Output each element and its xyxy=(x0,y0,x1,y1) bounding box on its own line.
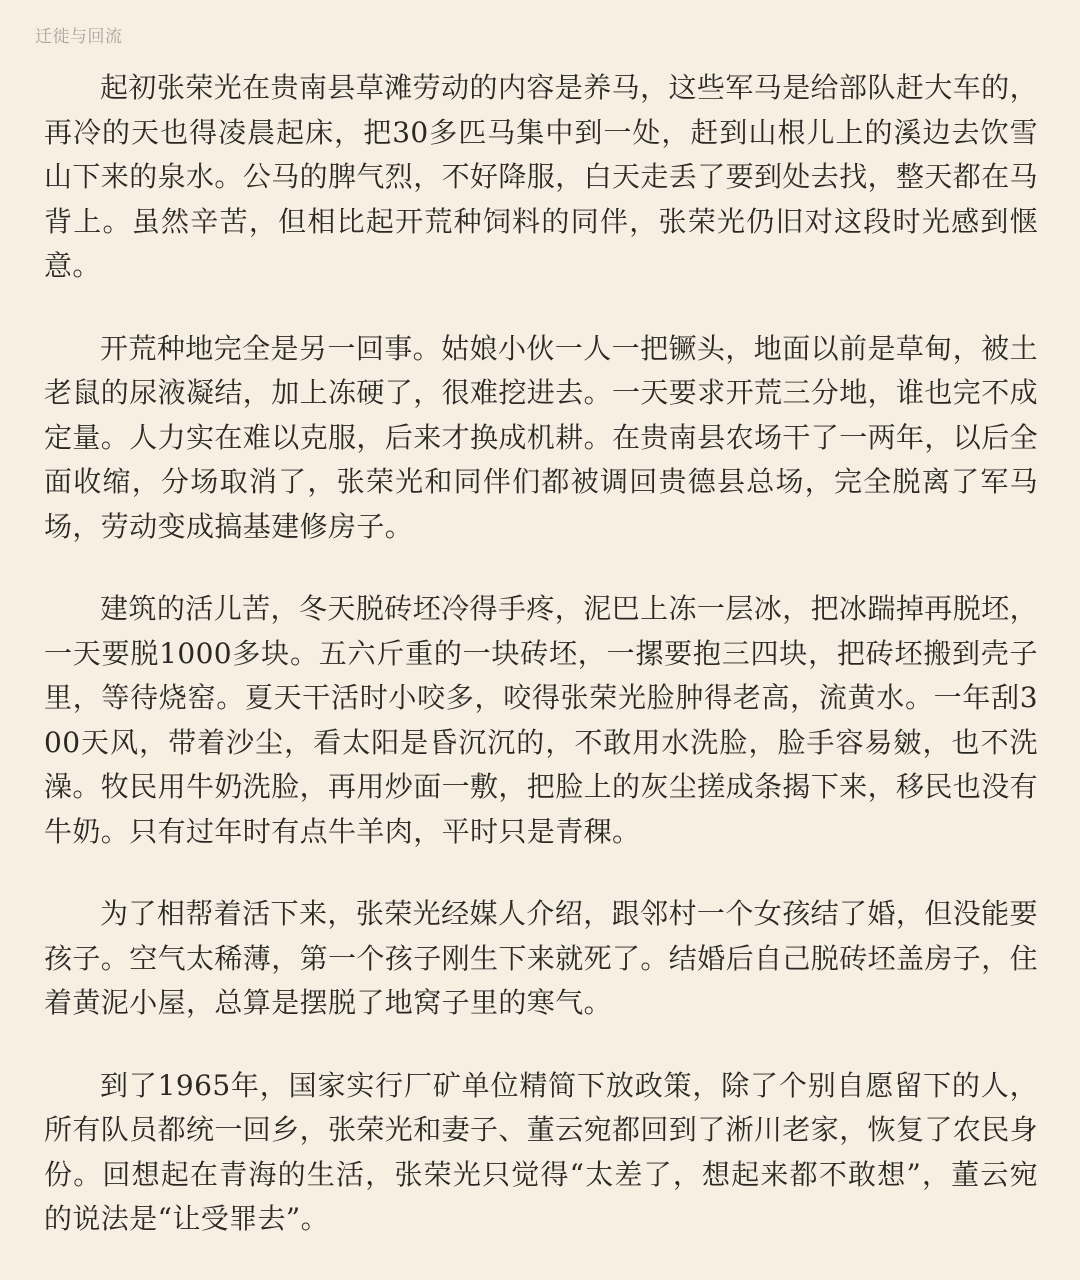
paragraph: 起初张荣光在贵南县草滩劳动的内容是养马，这些军马是给部队赶大车的，再冷的天也得凌晨起床，把30多匹马集中到一处，赶到山根儿上的溪边去饮雪山下来的泉水。公马的脾气烈，不好降服，白天走丢了要到处去找，整天都在马背上。虽然辛苦，但相比起开荒种饲料的同伴，张荣光仍旧对这段时光感到惬意。 xyxy=(44,71,1039,282)
paragraph: 开荒种地完全是另一回事。姑娘小伙一人一把镢头，地面以前是草甸，被土老鼠的尿液凝结，加上冻硬了，很难挖进去。一天要求开荒三分地，谁也完不成定量。人力实在难以克服，后来才换成机耕。在贵南县农场干了一两年，以后全面收缩，分场取消了，张荣光和同伴们都被调回贵德县总场，完全脱离了军马场，劳动变成搞基建修房子。 xyxy=(44,331,1039,543)
paragraph: 建筑的活儿苦，冬天脱砖坯冷得手疼，泥巴上冻一层冰，把冰踹掉再脱坯，一天要脱1000多块。五六斤重的一块砖坯，一摞要抱三四块，把砖坯搬到壳子里，等待烧窑。夏天干活时小咬多，咬得张荣光脸肿得老高，流黄水。一年刮300天风，带着沙尘，看太阳是昏沉沉的，不敢用水洗脸，脸手容易皴，也不洗澡。牧民用牛奶洗脸，再用炒面一敷，把脸上的灰尘搓成条揭下来，移民也没有牛奶。只有过年时有点牛羊肉，平时只是青稞。 xyxy=(44,592,1039,848)
paragraph: 为了相帮着活下来，张荣光经媒人介绍，跟邻村一个女孩结了婚，但没能要孩子。空气太稀薄，第一个孩子刚生下来就死了。结婚后自己脱砖坯盖房子，住着黄泥小屋，总算是摆脱了地窝子里的寒气。 xyxy=(44,897,1039,1019)
article-body xyxy=(44,66,1038,1280)
paragraph: 到了1965年，国家实行厂矿单位精简下放政策，除了个别自愿留下的人，所有队员都统一回乡，张荣光和妻子、董云宛都回到了淅川老家，恢复了农民身份。回想起在青海的生活，张荣光只觉得“太差了，想起来都不敢想”，董云宛的说法是“让受罪去”。 xyxy=(44,1068,1039,1235)
chapter-title: 迁徙与回流 xyxy=(35,27,123,47)
